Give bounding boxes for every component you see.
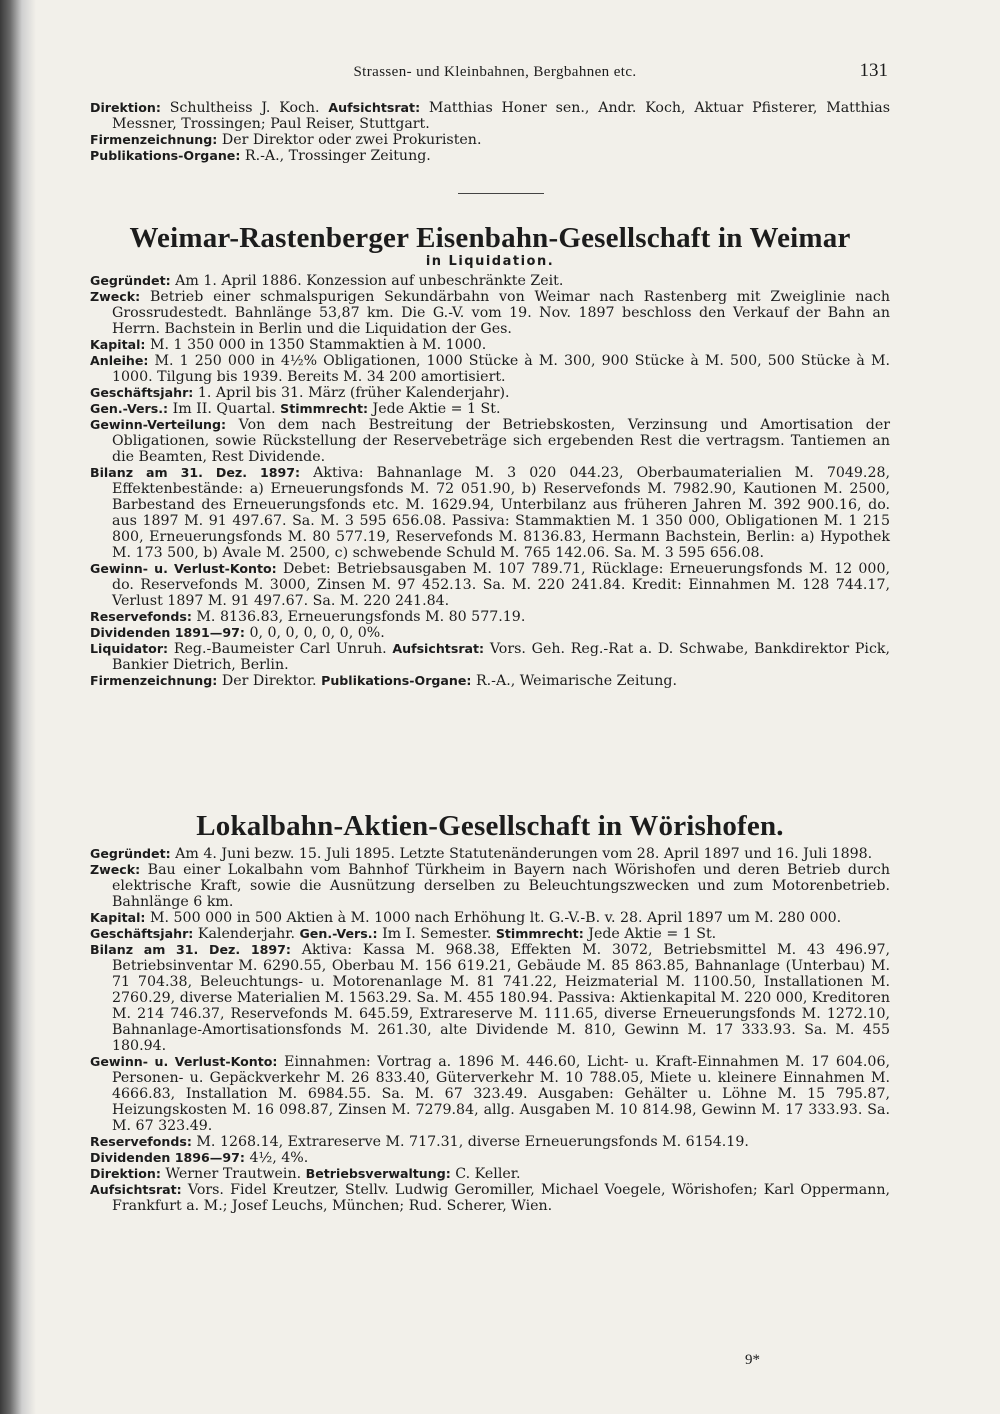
entry <box>90 1166 890 1182</box>
company-subtitle: in Liquidation. <box>425 254 555 269</box>
entry-text: 0, 0, 0, 0, 0, 0, 0%. <box>249 625 385 641</box>
entry <box>90 273 890 289</box>
entry-label: Gegründet: <box>90 846 171 861</box>
entry-text: Kalenderjahr. <box>197 926 300 942</box>
entry <box>90 846 890 862</box>
entry-label: Bilanz am 31. Dez. 1897: <box>90 942 291 957</box>
entry-text: Im I. Semester. <box>382 926 496 942</box>
entry-label: Gewinn- u. Verlust-Konto: <box>90 561 277 576</box>
entry-label: Dividenden 1896—97: <box>90 1150 245 1165</box>
entry-label: Zweck: <box>90 289 141 304</box>
entry-label: Kapital: <box>90 910 146 925</box>
entry-label: Gen.-Vers.: <box>90 401 169 416</box>
entry-label: Gewinn- u. Verlust-Konto: <box>90 1054 278 1069</box>
company-section-woerishofen <box>90 810 890 1214</box>
entry-label: Reservefonds: <box>90 609 192 624</box>
entry <box>90 561 890 609</box>
entry-label: Direktion: <box>90 1166 161 1181</box>
entry-text: Einnahmen: Vortrag a. 1896 M. 446.60, Licht- u. Kraft-Einnahmen M. 17 604.06, Personen- u. Gepäckverkehr M. 26 833.40, Güterverkehr M. 10 788.05, Miete u. kleinere Einnahmen M. 4666.83, Installation M. 6984.55. Sa. M. 67 323.49. Ausgaben: Gehälter u. Löhne M. 15 795.87, Heizungskosten M. 16 098.87, Zinsen M. 7279.84, allg. Ausgaben M. 10 814.98, Gewinn M. 17 333.93. Sa. M. 67 323.49. <box>112 1054 890 1134</box>
entry-label: Reservefonds: <box>90 1134 192 1149</box>
entry-text: 4½, 4%. <box>249 1150 309 1166</box>
entry <box>90 641 890 673</box>
entry <box>90 385 890 401</box>
entry-text: Der Direktor oder zwei Prokuristen. <box>221 132 482 148</box>
entry-text: Vors. Geh. Reg.-Rat a. D. Schwabe, Bankdirektor Pick, Bankier Dietrich, Berlin. <box>112 641 890 673</box>
entry-label: Stimmrecht: <box>280 401 369 416</box>
running-head: Strassen- und Kleinbahnen, Bergbahnen etc. <box>353 64 637 80</box>
entry <box>90 1150 890 1166</box>
entry-label: Liquidator: <box>90 641 169 656</box>
entry <box>90 862 890 910</box>
entry <box>90 353 890 385</box>
entry-text: Vors. Fidel Kreutzer, Stellv. Ludwig Geromiller, Michael Voegele, Wörishofen; Karl Oppermann, Frankfurt a. M.; Josef Leuchs, München; Rud. Scherer, Wien. <box>112 1182 890 1214</box>
entry <box>90 926 890 942</box>
entry-text: Debet: Betriebsausgaben M. 107 789.71, Rücklage: Erneuerungsfonds M. 12 000, do. Reservefonds M. 3000, Zinsen M. 97 452.13. Sa. M. 220 241.84. Kredit: Einnahmen M. 128 744.17, Verlust 1897 M. 91 497.67. Sa. M. 220 241.84. <box>112 561 890 609</box>
entry-label: Bilanz am 31. Dez. 1897: <box>90 465 301 480</box>
entry <box>90 609 890 625</box>
company-section-weimar <box>90 222 890 689</box>
entry-label: Dividenden 1891—97: <box>90 625 245 640</box>
entry <box>90 625 890 641</box>
entry-text: Am 4. Juni bezw. 15. Juli 1895. Letzte Statutenänderungen vom 28. April 1897 und 16. Juli 1898. <box>175 846 873 862</box>
entry-label: Stimmrecht: <box>495 926 584 941</box>
page-header <box>90 60 900 90</box>
entry <box>90 910 890 926</box>
entry-text: M. 1 250 000 in 4½% Obligationen, 1000 Stücke à M. 300, 900 Stücke à M. 500, 500 Stücke à M. 1000. Tilgung bis 1939. Bereits M. 34 200 amortisiert. <box>112 353 891 385</box>
entry-text: Jede Aktie = 1 St. <box>372 401 501 417</box>
entry-text: R.-A., Trossinger Zeitung. <box>244 148 431 164</box>
entry-text: Aktiva: Kassa M. 968.38, Effekten M. 3072, Betriebsmittel M. 43 496.97, Betriebsinventar M. 6290.55, Oberbau M. 156 619.21, Gebäude M. 85 863.85, Bahnanlage (Unterbau) M. 71 704.38, Beleuchtungs- u. Motorenanlage M. 81 741.22, Heizmaterial M. 1100.50, Installationen M. 2760.29, diverse Materialien M. 1563.29. Sa. M. 455 180.94. Passiva: Aktienkapital M. 220 000, Kreditoren M. 214 746.37, Reservefonds M. 645.59, Extrareserve M. 111.65, diverse Erneuerungsfonds M. 1272.10, Bahnanlage-Amortisationsfonds M. 261.30, alte Dividende M. 810, Gewinn M. 17 333.93. Sa. M. 455 180.94. <box>112 942 890 1054</box>
company-title: Lokalbahn-Aktien-Gesellschaft in Wörishofen. <box>196 810 784 842</box>
intro-entry <box>90 100 890 132</box>
intro-entry <box>90 148 890 164</box>
entry <box>90 1054 890 1134</box>
entry-label: Aufsichtsrat: <box>90 1182 182 1197</box>
entry-label: Kapital: <box>90 337 146 352</box>
entry-label: Gen.-Vers.: <box>299 926 378 941</box>
entry-text: Der Direktor. <box>221 673 322 689</box>
entry-label: Aufsichtsrat: <box>328 100 421 115</box>
entry-text: M. 500 000 in 500 Aktien à M. 1000 nach Erhöhung lt. G.-V.-B. v. 28. April 1897 um M. 280 000. <box>149 910 842 926</box>
entry-text: Bau einer Lokalbahn vom Bahnhof Türkheim in Bayern nach Wörishofen und deren Betrieb durch elektrische Kraft, sowie die Ausnützung derselben zu Beleuchtungszwecken und zum Motorenbetrieb. Bahnlänge 6 km. <box>112 862 890 910</box>
entry <box>90 1182 890 1214</box>
company-title: Weimar-Rastenberger Eisenbahn-Gesellschaft in Weimar <box>129 222 851 254</box>
entry-text: C. Keller. <box>455 1166 521 1182</box>
entry-text: Reg.-Baumeister Carl Unruh. <box>173 641 393 657</box>
entry-label: Gegründet: <box>90 273 171 288</box>
entry <box>90 673 890 689</box>
entry-label: Anleihe: <box>90 353 149 368</box>
entry <box>90 465 890 561</box>
entry-label: Geschäftsjahr: <box>90 385 194 400</box>
entry-text: Matthias Honer sen., Andr. Koch, Aktuar Pfisterer, Matthias Messner, Trossingen; Paul Reiser, Stuttgart. <box>112 100 890 132</box>
entry-label: Geschäftsjahr: <box>90 926 194 941</box>
entry-label: Firmenzeichnung: <box>90 673 218 688</box>
entry-text: Am 1. April 1886. Konzession auf unbeschränkte Zeit. <box>175 273 564 289</box>
entry-label: Direktion: <box>90 100 161 115</box>
entry-label: Gewinn-Verteilung: <box>90 417 227 432</box>
page-number: 131 <box>859 60 888 81</box>
entry-text: Aktiva: Bahnanlage M. 3 020 044.23, Oberbaumaterialien M. 7049.28, Effektenbestände: a) Erneuerungsfonds M. 72 051.90, b) Reservefonds M. 7982.90, Kautionen M. 2500, Barbestand des Erneuerungsfonds etc. M. 1629.94, Unterbilanz aus früheren Jahren M. 392 900.16, do. aus 1897 M. 91 497.67. Sa. M. 3 595 656.08. Passiva: Stammaktien M. 1 350 000, Obligationen M. 1 215 800, Erneuerungsfonds M. 80 577.19, Reservefonds M. 8136.83, Hermann Bachstein, Berlin: a) Hypothek M. 173 500, b) Avale M. 2500, c) schwebende Schuld M. 765 142.06. Sa. M. 3 595 656.08. <box>112 465 891 561</box>
entry-label: Zweck: <box>90 862 141 877</box>
sheet-signature: 9* <box>745 1352 760 1368</box>
intro-entry <box>90 132 890 148</box>
entry-text: Im II. Quartal. <box>172 401 281 417</box>
entry <box>90 337 890 353</box>
entry-text: Jede Aktie = 1 St. <box>588 926 717 942</box>
entry-text: Betrieb einer schmalspurigen Sekundärbahn von Weimar nach Rastenberg mit Zweiglinie nach Grossrudestedt. Bahnlänge 53,87 km. Die G.-V. vom 19. Nov. 1897 beschloss den Verkauf der Bahn an Herrn. Bachstein in Berlin und die Liquidation der Ges. <box>112 289 890 337</box>
entry-label: Firmenzeichnung: <box>90 132 218 147</box>
entry <box>90 942 890 1054</box>
entry <box>90 1134 890 1150</box>
entry <box>90 289 890 337</box>
entry-text: M. 1268.14, Extrareserve M. 717.31, diverse Erneuerungsfonds M. 6154.19. <box>196 1134 749 1150</box>
entry-label: Betriebsverwaltung: <box>305 1166 451 1181</box>
entry-label: Aufsichtsrat: <box>392 641 485 656</box>
entry-text: Schultheiss J. Koch. <box>169 100 329 116</box>
book-spine-shadow <box>0 0 36 1414</box>
entry-label: Publikations-Organe: <box>321 673 472 688</box>
entry <box>90 401 890 417</box>
entry-text: M. 1 350 000 in 1350 Stammaktien à M. 1000. <box>149 337 487 353</box>
intro-block <box>90 100 890 164</box>
entry-text: M. 8136.83, Erneuerungsfonds M. 80 577.19. <box>196 609 526 625</box>
entry-text: R.-A., Weimarische Zeitung. <box>475 673 677 689</box>
entry-text: Werner Trautwein. <box>165 1166 306 1182</box>
entry-text: Von dem nach Bestreitung der Betriebskosten, Verzinsung und Amortisation der Obligationen, sowie Rückstellung der Reservebeträge sich ergebenden Rest die vertragsm. Tantiemen an die Beamten, Rest Dividende. <box>112 417 890 465</box>
entry-text: 1. April bis 31. März (früher Kalenderjahr). <box>197 385 510 401</box>
entry <box>90 417 890 465</box>
separator-rule <box>458 193 544 194</box>
entry-label: Publikations-Organe: <box>90 148 241 163</box>
